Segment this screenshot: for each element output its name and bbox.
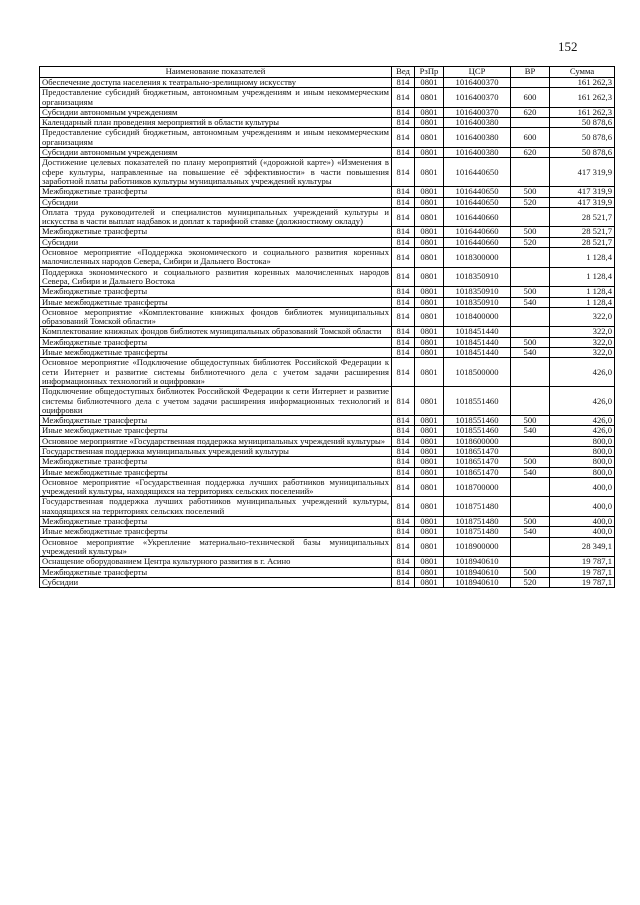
cell-name: Предоставление субсидий бюджетным, автономным учреждениям и иным некоммерческим организациям (40, 88, 392, 108)
cell-rzpr: 0801 (415, 467, 444, 477)
cell-rzpr: 0801 (415, 537, 444, 557)
cell-rzpr: 0801 (415, 387, 444, 416)
cell-sum: 1 128,4 (550, 267, 615, 287)
cell-csr: 1016440660 (444, 207, 511, 227)
table-row (40, 187, 615, 197)
cell-ved: 814 (392, 128, 415, 148)
cell-rzpr: 0801 (415, 358, 444, 387)
cell-csr: 1016400380 (444, 128, 511, 148)
table-header-row (40, 67, 615, 78)
cell-sum: 50 878,6 (550, 148, 615, 158)
cell-rzpr: 0801 (415, 337, 444, 347)
cell-ved: 814 (392, 348, 415, 358)
table-row (40, 237, 615, 247)
table-row (40, 537, 615, 557)
cell-rzpr: 0801 (415, 416, 444, 426)
cell-csr: 1018551460 (444, 387, 511, 416)
cell-csr: 1018350910 (444, 297, 511, 307)
cell-rzpr: 0801 (415, 497, 444, 517)
cell-rzpr: 0801 (415, 436, 444, 446)
cell-vr (511, 497, 550, 517)
cell-rzpr: 0801 (415, 348, 444, 358)
cell-csr: 1018651470 (444, 457, 511, 467)
cell-ved: 814 (392, 477, 415, 497)
cell-rzpr: 0801 (415, 267, 444, 287)
cell-vr (511, 78, 550, 88)
table-row (40, 517, 615, 527)
cell-csr: 1018551460 (444, 426, 511, 436)
table-row (40, 78, 615, 88)
cell-rzpr: 0801 (415, 78, 444, 88)
cell-vr (511, 307, 550, 327)
header-rzpr: РзПр (415, 67, 444, 78)
cell-vr: 500 (511, 457, 550, 467)
cell-rzpr: 0801 (415, 577, 444, 587)
table-row (40, 497, 615, 517)
table-row (40, 267, 615, 287)
table-row (40, 446, 615, 456)
cell-sum: 322,0 (550, 348, 615, 358)
cell-vr (511, 267, 550, 287)
cell-vr (511, 387, 550, 416)
cell-vr: 520 (511, 577, 550, 587)
cell-rzpr: 0801 (415, 287, 444, 297)
cell-name: Оснащение оборудованием Центра культурного развития в г. Асино (40, 557, 392, 567)
cell-csr: 1016440650 (444, 197, 511, 207)
table-row (40, 227, 615, 237)
cell-name: Межбюджетные трансферты (40, 416, 392, 426)
cell-name: Межбюджетные трансферты (40, 457, 392, 467)
table-row (40, 287, 615, 297)
table-row (40, 207, 615, 227)
cell-rzpr: 0801 (415, 237, 444, 247)
cell-sum: 19 787,1 (550, 557, 615, 567)
cell-vr: 500 (511, 187, 550, 197)
cell-rzpr: 0801 (415, 187, 444, 197)
cell-sum: 426,0 (550, 387, 615, 416)
cell-vr (511, 477, 550, 497)
cell-ved: 814 (392, 287, 415, 297)
cell-sum: 417 319,9 (550, 158, 615, 187)
table-row (40, 426, 615, 436)
cell-vr: 500 (511, 517, 550, 527)
table-row (40, 128, 615, 148)
header-csr: ЦСР (444, 67, 511, 78)
cell-ved: 814 (392, 497, 415, 517)
cell-rzpr: 0801 (415, 517, 444, 527)
table-row (40, 436, 615, 446)
cell-vr: 540 (511, 527, 550, 537)
cell-rzpr: 0801 (415, 457, 444, 467)
cell-vr (511, 557, 550, 567)
cell-csr: 1018451440 (444, 337, 511, 347)
header-name: Наименование показателей (40, 67, 392, 78)
table-row (40, 248, 615, 268)
cell-name: Основное мероприятие «Укрепление материально-технической базы муниципальных учреждений культуры» (40, 537, 392, 557)
cell-ved: 814 (392, 446, 415, 456)
cell-name: Комплектование книжных фондов библиотек муниципальных образований Томской области (40, 327, 392, 337)
table-row (40, 477, 615, 497)
cell-ved: 814 (392, 307, 415, 327)
cell-name: Обеспечение доступа населения к театрально-зрелищному искусству (40, 78, 392, 88)
cell-name: Межбюджетные трансферты (40, 567, 392, 577)
cell-ved: 814 (392, 557, 415, 567)
cell-ved: 814 (392, 537, 415, 557)
cell-vr (511, 537, 550, 557)
cell-ved: 814 (392, 248, 415, 268)
cell-csr: 1018900000 (444, 537, 511, 557)
table-row (40, 107, 615, 117)
cell-csr: 1018651470 (444, 446, 511, 456)
cell-ved: 814 (392, 148, 415, 158)
cell-name: Субсидии (40, 237, 392, 247)
cell-ved: 814 (392, 118, 415, 128)
cell-rzpr: 0801 (415, 567, 444, 577)
cell-sum: 161 262,3 (550, 78, 615, 88)
page-number: 152 (558, 39, 578, 54)
cell-vr (511, 358, 550, 387)
header-vr: ВР (511, 67, 550, 78)
cell-name: Основное мероприятие «Государственная поддержка муниципальных учреждений культуры» (40, 436, 392, 446)
cell-vr (511, 207, 550, 227)
cell-csr: 1018451440 (444, 327, 511, 337)
cell-ved: 814 (392, 358, 415, 387)
cell-rzpr: 0801 (415, 307, 444, 327)
cell-ved: 814 (392, 267, 415, 287)
cell-sum: 800,0 (550, 457, 615, 467)
table-row (40, 567, 615, 577)
cell-rzpr: 0801 (415, 148, 444, 158)
cell-ved: 814 (392, 78, 415, 88)
cell-csr: 1018551460 (444, 416, 511, 426)
cell-sum: 400,0 (550, 527, 615, 537)
cell-ved: 814 (392, 227, 415, 237)
cell-csr: 1018940610 (444, 567, 511, 577)
cell-sum: 400,0 (550, 517, 615, 527)
cell-sum: 426,0 (550, 358, 615, 387)
cell-rzpr: 0801 (415, 297, 444, 307)
cell-rzpr: 0801 (415, 557, 444, 567)
cell-sum: 1 128,4 (550, 287, 615, 297)
budget-table (39, 66, 615, 588)
cell-vr (511, 118, 550, 128)
cell-sum: 28 521,7 (550, 227, 615, 237)
table-row (40, 557, 615, 567)
cell-sum: 426,0 (550, 426, 615, 436)
cell-ved: 814 (392, 197, 415, 207)
cell-vr: 520 (511, 237, 550, 247)
cell-csr: 1016400380 (444, 148, 511, 158)
cell-name: Межбюджетные трансферты (40, 287, 392, 297)
cell-ved: 814 (392, 187, 415, 197)
cell-ved: 814 (392, 107, 415, 117)
cell-ved: 814 (392, 158, 415, 187)
cell-ved: 814 (392, 436, 415, 446)
cell-rzpr: 0801 (415, 527, 444, 537)
cell-ved: 814 (392, 337, 415, 347)
cell-sum: 417 319,9 (550, 197, 615, 207)
table-row (40, 467, 615, 477)
cell-rzpr: 0801 (415, 158, 444, 187)
cell-ved: 814 (392, 297, 415, 307)
cell-sum: 322,0 (550, 327, 615, 337)
cell-ved: 814 (392, 577, 415, 587)
header-ved: Вед (392, 67, 415, 78)
cell-rzpr: 0801 (415, 128, 444, 148)
cell-vr: 500 (511, 567, 550, 577)
cell-csr: 1018700000 (444, 477, 511, 497)
cell-vr: 540 (511, 467, 550, 477)
cell-ved: 814 (392, 426, 415, 436)
cell-vr: 620 (511, 107, 550, 117)
cell-rzpr: 0801 (415, 327, 444, 337)
cell-ved: 814 (392, 207, 415, 227)
cell-csr: 1018451440 (444, 348, 511, 358)
cell-rzpr: 0801 (415, 197, 444, 207)
cell-ved: 814 (392, 237, 415, 247)
cell-rzpr: 0801 (415, 107, 444, 117)
cell-csr: 1016400370 (444, 88, 511, 108)
table-row (40, 337, 615, 347)
cell-csr: 1018751480 (444, 517, 511, 527)
table-row (40, 158, 615, 187)
cell-name: Субсидии автономным учреждениям (40, 148, 392, 158)
cell-name: Основное мероприятие «Поддержка экономического и социального развития коренных малочисленных народов Севера, Сибири и Дальнего Востока» (40, 248, 392, 268)
cell-vr: 540 (511, 297, 550, 307)
cell-sum: 28 349,1 (550, 537, 615, 557)
cell-name: Основное мероприятие «Подключение общедоступных библиотек Российской Федерации к сети Интернет и развитие системы библиотечного дела с учетом задачи расширения информационных технологий и оцифровки» (40, 358, 392, 387)
cell-vr: 500 (511, 227, 550, 237)
cell-sum: 1 128,4 (550, 297, 615, 307)
cell-name: Календарный план проведения мероприятий в области культуры (40, 118, 392, 128)
cell-vr (511, 158, 550, 187)
cell-ved: 814 (392, 88, 415, 108)
table-row (40, 297, 615, 307)
cell-csr: 1016440660 (444, 237, 511, 247)
cell-ved: 814 (392, 517, 415, 527)
cell-name: Оплата труда руководителей и специалистов муниципальных учреждений культуры и искусства в части выплат надбавок и доплат к тарифной ставке (должностному окладу) (40, 207, 392, 227)
cell-name: Иные межбюджетные трансферты (40, 467, 392, 477)
cell-rzpr: 0801 (415, 88, 444, 108)
cell-ved: 814 (392, 327, 415, 337)
cell-vr: 540 (511, 426, 550, 436)
cell-rzpr: 0801 (415, 426, 444, 436)
cell-sum: 417 319,9 (550, 187, 615, 197)
cell-ved: 814 (392, 567, 415, 577)
table-row (40, 358, 615, 387)
cell-sum: 426,0 (550, 416, 615, 426)
table-row (40, 577, 615, 587)
table-row (40, 527, 615, 537)
cell-csr: 1018350910 (444, 287, 511, 297)
cell-name: Достижение целевых показателей по плану мероприятий («дорожной карте») «Изменения в сфере культуры, направленные на повышение её эффективности» в части повышения заработной платы работников культуры муниципальных учреждений культуры (40, 158, 392, 187)
cell-csr: 1018751480 (444, 527, 511, 537)
cell-sum: 161 262,3 (550, 88, 615, 108)
header-sum: Сумма (550, 67, 615, 78)
cell-sum: 50 878,6 (550, 128, 615, 148)
table-row (40, 118, 615, 128)
cell-csr: 1018940610 (444, 557, 511, 567)
cell-csr: 1018600000 (444, 436, 511, 446)
cell-csr: 1018350910 (444, 267, 511, 287)
cell-name: Подключение общедоступных библиотек Российской Федерации к сети Интернет и развитие системы библиотечного дела с учетом задачи расширения информационных технологий и оцифровки (40, 387, 392, 416)
cell-rzpr: 0801 (415, 207, 444, 227)
cell-name: Основное мероприятие «Комплектование книжных фондов библиотек муниципальных образований Томской области» (40, 307, 392, 327)
cell-name: Иные межбюджетные трансферты (40, 527, 392, 537)
cell-vr (511, 436, 550, 446)
cell-sum: 28 521,7 (550, 207, 615, 227)
cell-ved: 814 (392, 387, 415, 416)
cell-csr: 1016400370 (444, 107, 511, 117)
cell-name: Иные межбюджетные трансферты (40, 426, 392, 436)
cell-sum: 161 262,3 (550, 107, 615, 117)
cell-sum: 400,0 (550, 477, 615, 497)
cell-ved: 814 (392, 416, 415, 426)
cell-name: Государственная поддержка муниципальных учреждений культуры (40, 446, 392, 456)
table-row (40, 387, 615, 416)
table-row (40, 88, 615, 108)
cell-name: Иные межбюджетные трансферты (40, 297, 392, 307)
cell-sum: 800,0 (550, 436, 615, 446)
cell-name: Предоставление субсидий бюджетным, автономным учреждениям и иным некоммерческим организациям (40, 128, 392, 148)
cell-sum: 50 878,6 (550, 118, 615, 128)
cell-name: Межбюджетные трансферты (40, 187, 392, 197)
table-row (40, 416, 615, 426)
cell-sum: 322,0 (550, 307, 615, 327)
cell-sum: 800,0 (550, 467, 615, 477)
cell-sum: 1 128,4 (550, 248, 615, 268)
cell-rzpr: 0801 (415, 477, 444, 497)
cell-name: Межбюджетные трансферты (40, 337, 392, 347)
cell-csr: 1018651470 (444, 467, 511, 477)
cell-vr (511, 327, 550, 337)
cell-sum: 19 787,1 (550, 567, 615, 577)
cell-vr (511, 248, 550, 268)
cell-csr: 1018500000 (444, 358, 511, 387)
cell-csr: 1016400380 (444, 118, 511, 128)
table-row (40, 148, 615, 158)
cell-csr: 1016440650 (444, 187, 511, 197)
table-row (40, 327, 615, 337)
cell-vr: 500 (511, 416, 550, 426)
cell-csr: 1018751480 (444, 497, 511, 517)
cell-csr: 1018940610 (444, 577, 511, 587)
cell-name: Субсидии автономным учреждениям (40, 107, 392, 117)
cell-vr: 540 (511, 348, 550, 358)
cell-sum: 800,0 (550, 446, 615, 456)
cell-name: Поддержка экономического и социального развития коренных малочисленных народов Севера, Сибири и Дальнего Востока (40, 267, 392, 287)
cell-ved: 814 (392, 467, 415, 477)
cell-csr: 1016440650 (444, 158, 511, 187)
cell-vr: 600 (511, 88, 550, 108)
table-row (40, 348, 615, 358)
table-row (40, 307, 615, 327)
cell-vr: 500 (511, 287, 550, 297)
cell-csr: 1016440660 (444, 227, 511, 237)
cell-ved: 814 (392, 527, 415, 537)
cell-rzpr: 0801 (415, 227, 444, 237)
cell-sum: 19 787,1 (550, 577, 615, 587)
cell-sum: 28 521,7 (550, 237, 615, 247)
table-row (40, 197, 615, 207)
cell-csr: 1018300000 (444, 248, 511, 268)
cell-vr: 600 (511, 128, 550, 148)
cell-csr: 1018400000 (444, 307, 511, 327)
cell-name: Иные межбюджетные трансферты (40, 348, 392, 358)
cell-csr: 1016400370 (444, 78, 511, 88)
cell-sum: 322,0 (550, 337, 615, 347)
cell-vr: 520 (511, 197, 550, 207)
cell-rzpr: 0801 (415, 446, 444, 456)
cell-ved: 814 (392, 457, 415, 467)
cell-vr: 620 (511, 148, 550, 158)
cell-name: Основное мероприятие «Государственная поддержка лучших работников муниципальных учреждений культуры, находящихся на территориях сельских поселений» (40, 477, 392, 497)
cell-name: Государственная поддержка лучших работников муниципальных учреждений культуры, находящихся на территориях сельских поселений (40, 497, 392, 517)
cell-vr (511, 446, 550, 456)
table-row (40, 457, 615, 467)
cell-vr: 500 (511, 337, 550, 347)
cell-name: Межбюджетные трансферты (40, 517, 392, 527)
cell-rzpr: 0801 (415, 118, 444, 128)
cell-name: Субсидии (40, 197, 392, 207)
cell-name: Субсидии (40, 577, 392, 587)
cell-sum: 400,0 (550, 497, 615, 517)
cell-name: Межбюджетные трансферты (40, 227, 392, 237)
cell-rzpr: 0801 (415, 248, 444, 268)
